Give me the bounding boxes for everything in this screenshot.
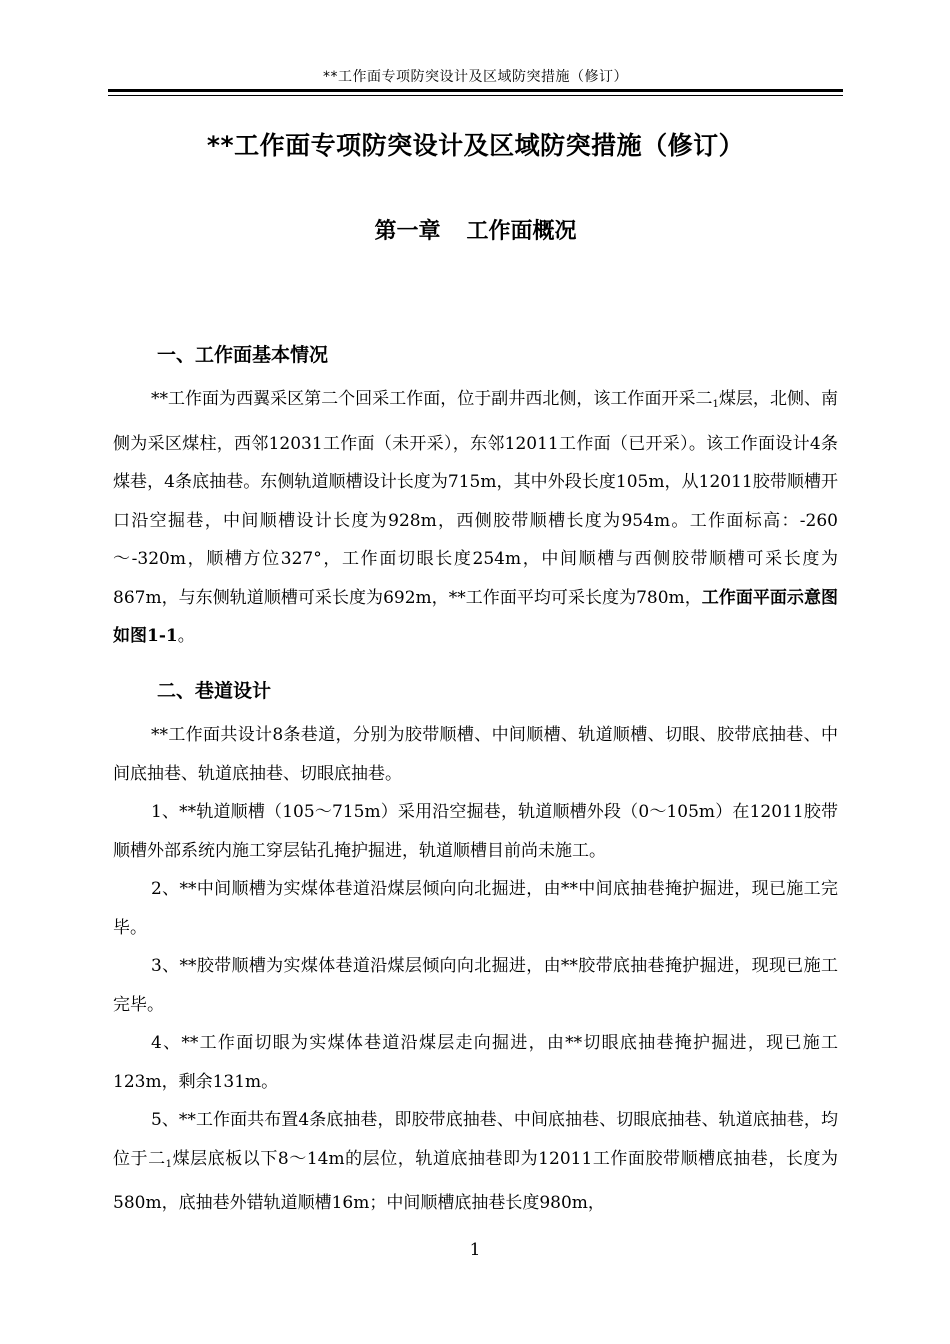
subscript: 1 <box>165 1158 173 1170</box>
header-rule-thick <box>108 89 843 92</box>
paragraph-item-2: 2、**中间顺槽为实煤体巷道沿煤层倾向向北掘进，由**中间底抽巷掩护掘进，现已施工完毕。 <box>113 879 838 938</box>
chapter-name: 工作面概况 <box>466 219 577 244</box>
text-run: **工作面为西翼采区第二个回采工作面，位于副井西北侧，该工作面开采二 <box>151 389 713 409</box>
header-rule-thin <box>108 95 843 96</box>
subscript: 1 <box>712 399 719 410</box>
section-heading-roadway-design: 二、巷道设计 <box>157 680 272 702</box>
text-run: 5、**工作面共布置4条底抽巷，即胶带底抽巷、中间底抽巷、切眼底抽巷、轨道底抽巷，均位于二 <box>113 1110 838 1169</box>
paragraph-item-1: 1、**轨道顺槽（105～715m）采用沿空掘巷，轨道顺槽外段（0～105m）在12011胶带顺槽外部系统内施工穿层钻孔掩护掘进，轨道顺槽目前尚未施工。 <box>113 802 838 861</box>
page-number: 1 <box>469 1240 481 1260</box>
document-title: **工作面专项防突设计及区域防突措施（修订） <box>206 131 745 160</box>
text-run: 煤层，北侧、南侧为采区煤柱，西邻12031工作面（未开采），东邻12011工作面（已开采）。该工作面设计4条煤巷，4条底抽巷。东侧轨道顺槽设计长度为715m，其中外段长度105m，从12011胶带顺槽开口沿空掘巷，中间顺槽设计长度为928m，西侧胶带顺槽长度为954m。工作面标高：-260～-320m，顺槽方位327°，工作面切眼长度254m，中间顺槽与西侧胶带顺槽可采长度为867m，与东侧轨道顺槽可采长度为692m，**工作面平均可采长度为780m， <box>113 389 838 608</box>
figure-reference: 工作面平面示意图如图1-1 <box>113 587 839 646</box>
running-header: **工作面专项防突设计及区域防突措施（修订） <box>323 69 628 85</box>
paragraph-basic-info <box>113 380 838 656</box>
paragraph-item-4: 4、**工作面切眼为实煤体巷道沿煤层走向掘进，由**切眼底抽巷掩护掘进，现已施工123m，剩余131m。 <box>113 1033 838 1092</box>
chapter-title <box>108 214 843 245</box>
paragraph-roadway-overview: **工作面共设计8条巷道，分别为胶带顺槽、中间顺槽、轨道顺槽、切眼、胶带底抽巷、中间底抽巷、轨道底抽巷、切眼底抽巷。 <box>113 725 838 784</box>
text-run: 煤层底板以下8～14m的层位，轨道底抽巷即为12011工作面胶带顺槽底抽巷，长度为580m，底抽巷外错轨道顺槽16m；中间顺槽底抽巷长度980m， <box>113 1148 838 1213</box>
paragraph-item-5 <box>113 1101 838 1223</box>
paragraph-item-3: 3、**胶带顺槽为实煤体巷道沿煤层倾向向北掘进，由**胶带底抽巷掩护掘进，现现已施工完毕。 <box>113 956 838 1015</box>
text-run: 。 <box>177 626 195 646</box>
section-heading-basic-info: 一、工作面基本情况 <box>157 344 329 366</box>
chapter-number: 第一章 <box>374 219 441 244</box>
